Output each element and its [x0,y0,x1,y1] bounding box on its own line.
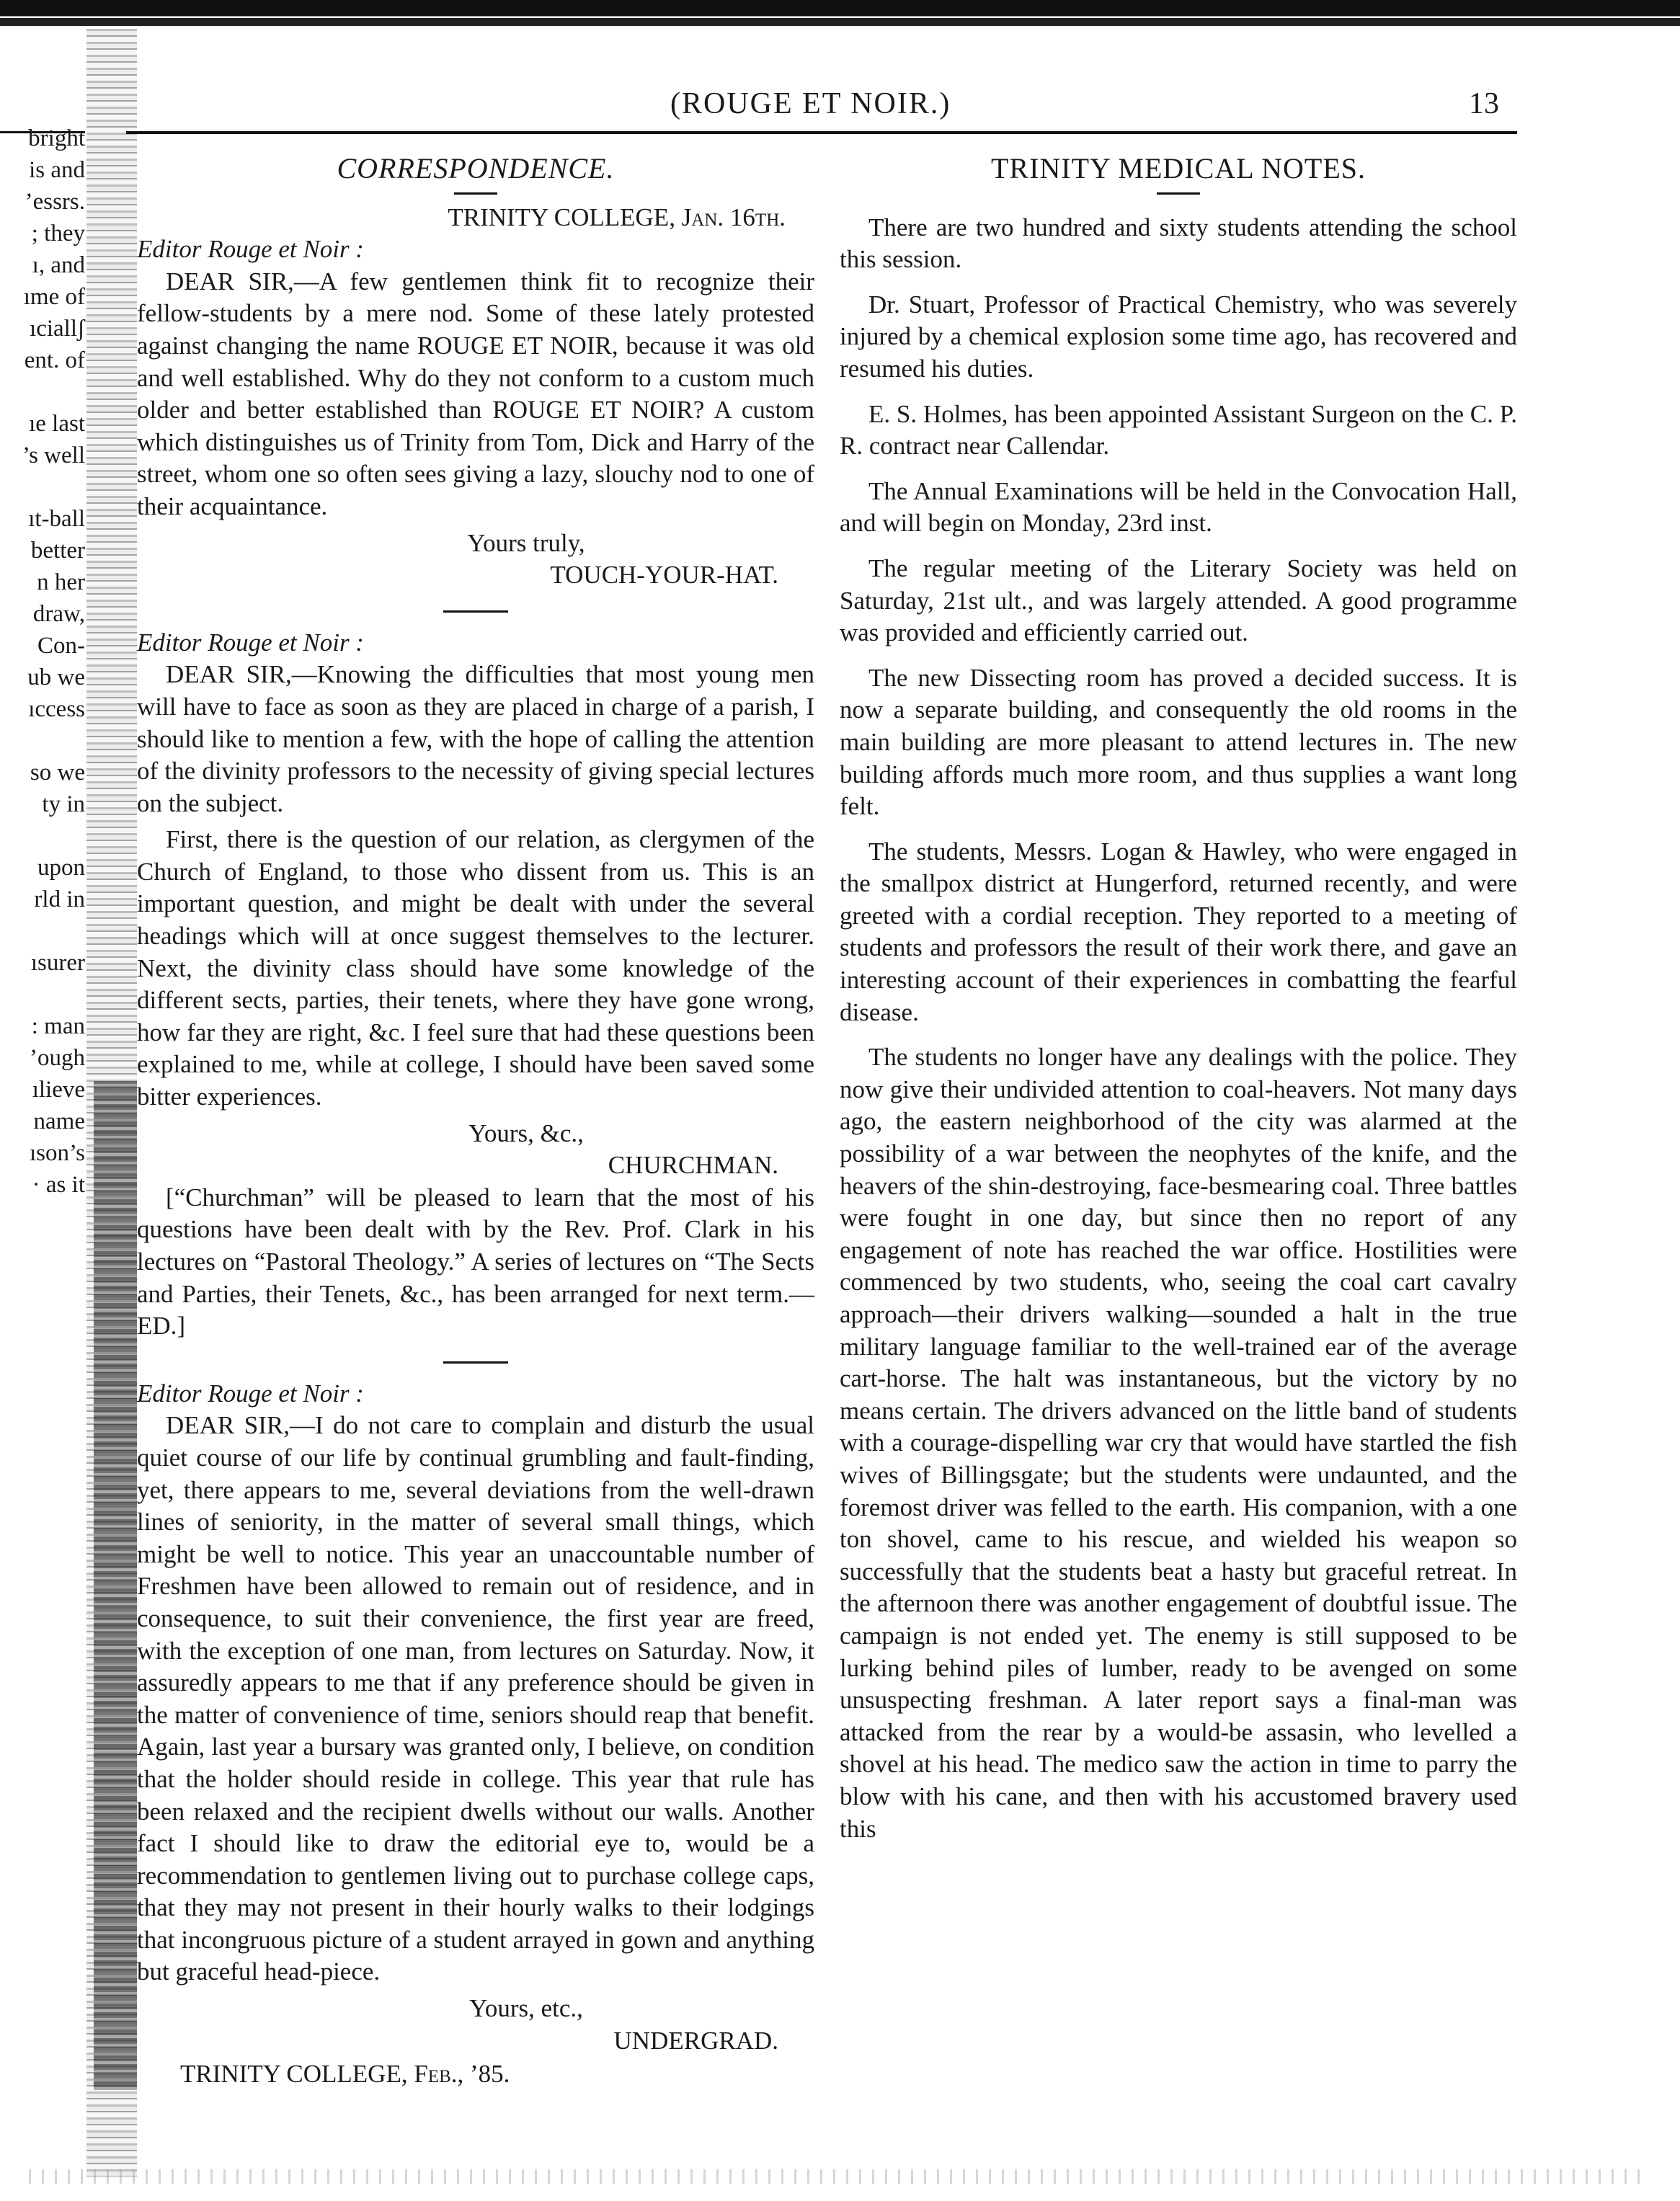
letter1-signature: TOUCH-YOUR-HAT. [550,561,778,590]
letter2-para2: First, there is the question of our relation, as clergymen of the Church of England, to those who dissent from us. This is an important question, and might be dealt with under the several headings which will at once suggest themselves to the lecturer. Next, the divinity class should have some knowledge of the different sects, parties, their tenets, where they have gone wrong, how far they are right, &c. I feel sure that had these questions been explained to me, while at college, I should have been saved some bitter experiences. [137,825,814,1111]
facing-page-fragment: ’s well [22,443,85,468]
facing-page-fragment: upon [37,855,85,881]
facing-page-fragment: ılieve [32,1077,85,1103]
medical-note: The regular meeting of the Literary Society was held on Saturday, 21st ult., and was largely attended. A good programme was provided and efficiently carried out. [840,553,1517,647]
letter1-body: DEAR SIR,—A few gentlemen think fit to recognize their fellow-students by a mere nod. Some of these lately protested against changing the name ROUGE ET NOIR, because it was old and well established. Why do they not conform to a custom much older and better established than ROUGE ET NOIR? A custom which distinguishes us of Trinity from Tom, Dick and Harry of the street, whom one so often sees giving a lazy, slouchy nod to one of their acquaintance. [137,267,814,520]
facing-page-fragment: ıccess [28,696,85,722]
facing-page-fragment: so we [30,760,85,786]
medical-notes-column [840,153,1517,1858]
facing-page-fragment [0,376,85,408]
medical-note: The students, Messrs. Logan & Hawley, who were engaged in the smallpox district at Hungerford, returned recently, and were greeted with a cordial reception. They reported to a meeting of students and professors the result of their work there, and gave an interesting account of their experiences in combatting the fearful disease. [840,837,1517,1026]
letter-divider [443,610,508,613]
medical-note: E. S. Holmes, has been appointed Assistant Surgeon on the C. P. R. contract near Callendar. [840,399,1517,461]
letter1-salutation: Editor Rouge et Noir : [137,235,364,264]
facing-page-fragment: name [33,1108,85,1134]
facing-page-fragment: bright [28,125,85,151]
facing-page-fragment: better [30,538,85,564]
correspondence-column [137,153,814,2091]
medical-note: The Annual Examinations will be held in the Convocation Hall, and will begin on Monday, 23rd inst. [840,476,1517,538]
letter3-footer: TRINITY COLLEGE, Feb., ’85. [180,2060,510,2089]
facing-page-fragment: ıson’s [29,1140,85,1166]
medical-note: There are two hundred and sixty students attending the school this session. [840,213,1517,274]
binding-shadow-dark [94,1081,137,2090]
facing-page-fragment: ıe last [29,411,85,437]
running-header [166,86,1499,137]
journal-title: (ROUGE ET NOIR.) [670,87,951,120]
facing-page-fragments [0,123,85,1201]
medical-note: Dr. Stuart, Professor of Practical Chemistry, who was severely injured by a chemical explosion some time ago, has recovered and resumed his duties. [840,290,1517,383]
facing-page-fragment: ısurer [30,950,85,976]
letter3-closing: Yours, etc., [469,1994,583,2023]
letter3-body: DEAR SIR,—I do not care to complain and disturb the usual quiet course of our life by continual grumbling and fault-finding, yet, there appears to me, several deviations from the well-drawn lines of seniority, in the matter of several small things, which might be well to notice. This year an unaccountable number of Freshmen have been allowed to remain out of residence, and in consequence, to suit their convenience, the first year are freed, with the exception of one man, from lectures on Saturday. Now, it assuredly appears to me that if any preference should be given in the matter of convenience of time, seniors should reap that benefit. Again, last year a bursary was granted only, I believe, on condition that the holder should reside in college. This year that rule has been relaxed and the recipient dwells without our walls. Another fact I should like to draw the editorial eye to, would be a recommendation to gentlemen living out to purchase college caps, that they may not present in their hourly walks to their lodgings that incongruous picture of a student arrayed in gown and anything but graceful head-piece. [137,1411,814,1986]
facing-page-fragment: · as it [32,1172,85,1198]
header-rule [126,131,1517,134]
facing-page-fragment: ’ough [30,1045,85,1071]
facing-page-fragment: Con- [37,633,85,659]
facing-page-fragment: ıme of [23,284,85,310]
scan-bottom-noise [29,2169,1650,2184]
facing-page-fragment: ı, and [32,252,85,278]
facing-page-fragment: ıciallʃ [30,316,85,342]
scan-top-border [0,0,1680,26]
correspondence-heading: CORRESPONDENCE. [337,152,615,184]
letter2-closing: Yours, &c., [468,1119,584,1147]
facing-page-fragment: ıt-ball [28,506,85,532]
letter2-signature: CHURCHMAN. [608,1151,778,1180]
letter1-closing: Yours truly, [467,528,585,557]
facing-page-fragment: draw, [32,601,85,627]
facing-page-fragment: ent. of [24,347,85,373]
facing-page-fragment: n her [37,569,85,595]
medical-notes-heading: TRINITY MEDICAL NOTES. [990,152,1366,184]
editor-note: [“Churchman” will be pleased to learn that the most of his questions have been dealt with by the Rev. Prof. Clark in his lectures on “Pastoral Theology.” A series of lectures on “The Sects and Parties, their Tenets, &c., has been arranged for next term.—ED.] [137,1183,814,1340]
page-number: 13 [1469,87,1499,120]
letter2-salutation: Editor Rouge et Noir : [137,628,364,657]
medical-note: The students no longer have any dealings with the police. They now give their undivided attention to coal-heavers. Not many days ago, the eastern neighborhood of the city was alarmed at the possibility of a war between the neophytes of the knife, and the heavers of the shin-destroying, face-besmearing coal. Three battles were fought in one day, but since then no report of any engagement of note has reached the war office. Hostilities were commenced by two students, who, seeing the coal cart cavalry approach—their drivers walking—sounded a halt in the true military language familiar to the well-trained ear of the average cart-horse. The halt was instantaneous, but the victory by no means certain. The drivers advanced on the little band of students with a courage-dispelling war cry that would have startled the fish wives of Billingsgate; but the students were undaunted, and the foremost driver was felled to the earth. His companion, with a one ton shovel, came to his rescue, and wielded his weapon so successfully that the students beat a hasty but graceful retreat. In the afternoon there was another engagement of doubtful issue. The campaign is not ended yet. The enemy is still supposed to be lurking behind piles of lumber, ready to be avenged on some unsuspecting freshman. A later report says a final-man was attacked from the rear by a would-be assasin, who levelled a shovel at his head. The medico saw the action in time to parry the blow with his cane, and then with his accustomed bravery used this [840,1043,1517,1843]
facing-page-fragment: is and [29,157,85,183]
letter-divider [443,1361,508,1364]
facing-page-fragment: : man [31,1013,85,1039]
heading-rule [1157,192,1200,195]
facing-page-fragment: ; they [31,221,85,246]
facing-page-fragment: ub we [27,664,85,690]
facing-page-fragment [0,820,85,852]
facing-page-fragment [0,725,85,757]
facing-page-fragment: ’essrs. [25,189,85,215]
facing-page-fragment [0,915,85,947]
facing-page-fragment [0,979,85,1010]
letter3-signature: UNDERGRAD. [613,2026,778,2055]
letter2-para1: DEAR SIR,—Knowing the difficulties that most young men will have to face as soon as they are placed in charge of a parish, I should like to mention a few, with the hope of calling the attention of the divinity professors to the necessity of giving special lectures on the subject. [137,660,814,817]
facing-page-fragment: rld in [34,886,85,912]
heading-rule [454,192,497,195]
medical-note: The new Dissecting room has proved a decided success. It is now a separate building, and consequently the old rooms in the main building are more pleasant to attend lectures in. The new building affords much more room, and thus supplies a want long felt. [840,663,1517,821]
facing-page-fragment [0,471,85,503]
letter1-dateline: TRINITY COLLEGE, Jan. 16th. [448,203,786,231]
facing-page-fragment: ty in [42,791,85,817]
letter3-salutation: Editor Rouge et Noir : [137,1379,364,1408]
